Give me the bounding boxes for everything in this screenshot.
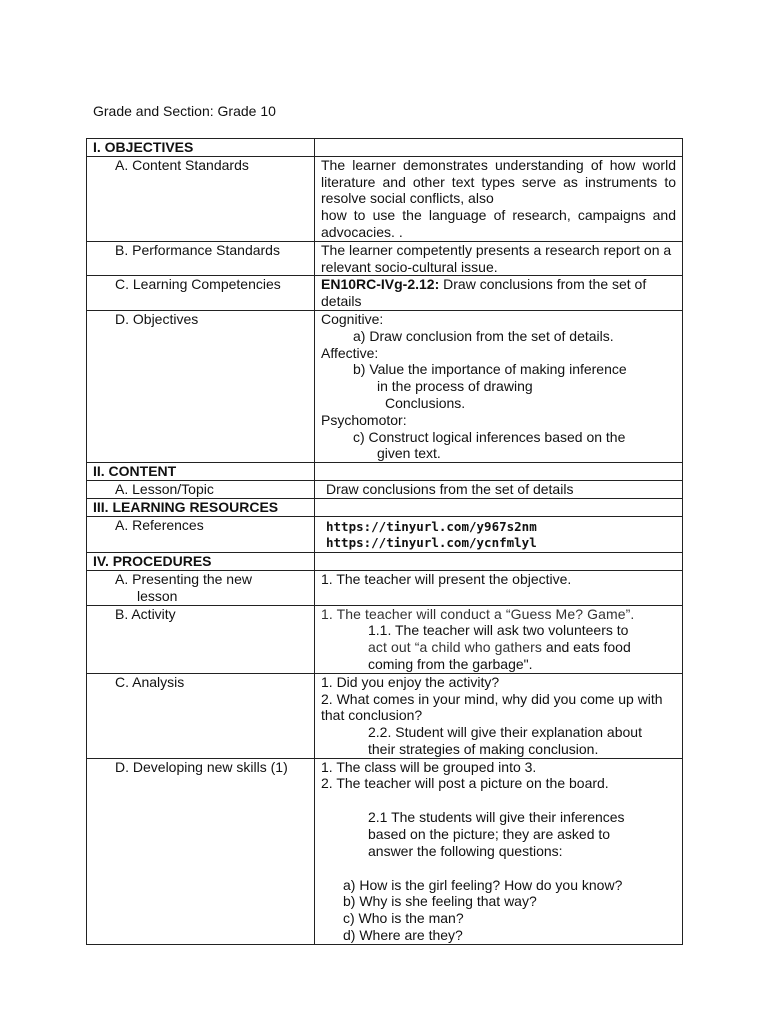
developing-line-5: answer the following questions: (368, 842, 563, 859)
table-row (87, 241, 683, 276)
empty-cell (315, 553, 683, 571)
presenting-text: 1. The teacher will present the objective. (315, 570, 683, 605)
content-standards-label: A. Content Standards (115, 156, 249, 173)
table-row (87, 463, 683, 481)
empty-cell (315, 498, 683, 516)
question-a: a) How is the girl feeling? How do you know? (343, 876, 623, 893)
performance-standards-label: B. Performance Standards (115, 241, 280, 258)
table-row (87, 498, 683, 516)
empty-cell (315, 463, 683, 481)
activity-line-3: act out “a child who gathers (368, 639, 543, 656)
developing-line-3: 2.1 The students will give their inferences (368, 809, 625, 826)
presenting-label: A. Presenting the new (115, 570, 252, 587)
empty-cell (315, 139, 683, 157)
table-row (87, 570, 683, 605)
developing-line-2: 2. The teacher will post a picture on the board. (321, 775, 609, 792)
question-d: d) Where are they? (343, 927, 463, 944)
section-objectives: I. OBJECTIVES (87, 139, 315, 157)
developing-line-1: 1. The class will be grouped into 3. (321, 758, 537, 775)
table-row (87, 310, 683, 462)
table-row (87, 139, 683, 157)
analysis-line-1: 1. Did you enjoy the activity? (321, 673, 500, 690)
objective-c: c) Construct logical inferences based on the (353, 428, 626, 445)
psychomotor-heading: Psychomotor: (321, 411, 407, 428)
question-b: b) Why is she feeling that way? (343, 893, 537, 910)
content-standards-text-2: how to use the language of research, campaigns and advocacies. . (321, 207, 676, 240)
reference-link-1[interactable]: https://tinyurl.com/y967s2nm (326, 518, 537, 534)
analysis-line-2: 2. What comes in your mind, why did you come up with that conclusion? (321, 690, 663, 724)
question-c: c) Who is the man? (343, 910, 464, 927)
objectives-label: D. Objectives (115, 310, 199, 327)
references-label: A. References (115, 516, 204, 533)
table-row (87, 480, 683, 498)
activity-label: B. Activity (115, 605, 176, 622)
table-row (87, 276, 683, 311)
lesson-plan-table (86, 138, 683, 945)
analysis-line-4: their strategies of making conclusion. (368, 740, 599, 757)
table-row (87, 673, 683, 758)
content-standards-text: The learner demonstrates understanding of how world literature and other text types serve as instruments to resolve social conflicts, also (321, 156, 676, 207)
affective-heading: Affective: (321, 344, 379, 361)
performance-standards-text: The learner competently presents a research report on a relevant socio-cultural issue. (321, 241, 672, 275)
table-row (87, 758, 683, 944)
learning-competencies-label: C. Learning Competencies (115, 276, 281, 293)
cognitive-heading: Cognitive: (321, 310, 384, 327)
section-procedures: IV. PROCEDURES (87, 553, 315, 571)
table-row (87, 553, 683, 571)
competency-text: Draw conclusions from the set of details (321, 276, 647, 310)
competency-code: EN10RC-IVg-2.12: (321, 276, 440, 293)
reference-link-2[interactable]: https://tinyurl.com/ycnfmlyl (326, 535, 537, 551)
analysis-line-3: 2.2. Student will give their explanation about (368, 724, 642, 741)
objective-b-cont-2: Conclusions. (385, 394, 466, 411)
activity-line-4: coming from the garbage". (368, 655, 533, 672)
activity-line-1: 1. The teacher will conduct a “Guess Me? Game”. (321, 605, 635, 622)
objective-b-cont: in the process of drawing (377, 378, 533, 395)
section-content: II. CONTENT (87, 463, 315, 481)
analysis-label: C. Analysis (115, 673, 185, 690)
objective-c-cont: given text. (377, 445, 441, 462)
activity-line-3b: and eats food (542, 639, 631, 656)
lesson-topic-text: Draw conclusions from the set of details (315, 480, 683, 498)
presenting-label-cont: lesson (137, 587, 178, 604)
grade-section-header: Grade and Section: Grade 10 (93, 103, 276, 119)
table-row (87, 516, 683, 553)
table-row (87, 156, 683, 241)
lesson-topic-label: A. Lesson/Topic (115, 480, 214, 497)
table-row (87, 605, 683, 673)
developing-line-4: based on the picture; they are asked to (368, 826, 611, 843)
developing-label: D. Developing new skills (1) (115, 758, 288, 775)
objective-a: a) Draw conclusion from the set of details. (353, 327, 614, 344)
activity-line-2: 1.1. The teacher will ask two volunteers to (368, 622, 629, 639)
section-learning-resources: III. LEARNING RESOURCES (87, 498, 315, 516)
objective-b: b) Value the importance of making inference (353, 361, 627, 378)
